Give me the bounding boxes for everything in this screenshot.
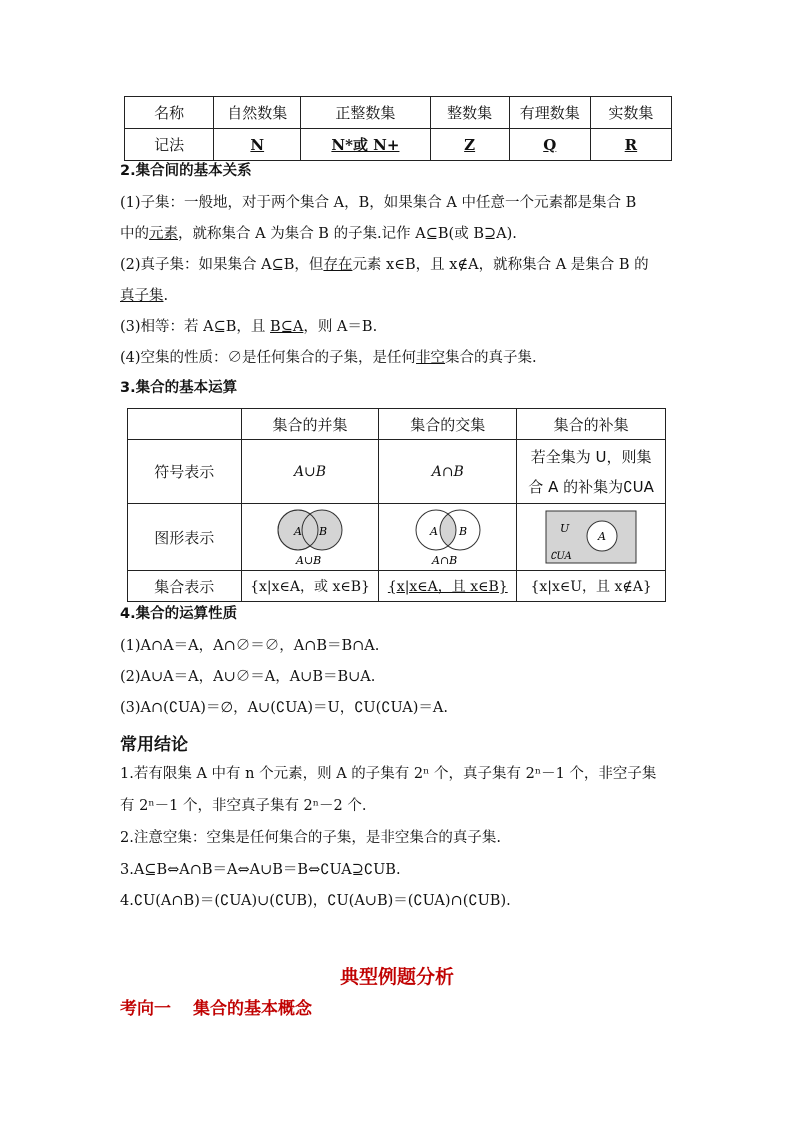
topic-text: 集合的基本概念 (193, 999, 312, 1019)
table-cell: N*或 N+ (301, 129, 430, 161)
table-cell: 集合的补集 (517, 409, 666, 440)
formula: A∩B (431, 463, 464, 480)
section-title: 3.集合的基本运算 (120, 380, 238, 396)
paragraph-line (120, 348, 537, 368)
venn-caption: A∪B (296, 554, 322, 567)
paragraph-line: 2.注意空集：空集是任何集合的子集，是非空集合的真子集. (120, 830, 501, 846)
paragraph-line: 有 2ⁿ－1 个，非空真子集有 2ⁿ－2 个. (120, 798, 367, 814)
text: 集合的真子集. (445, 350, 537, 366)
table-cell (241, 504, 379, 571)
paragraph-line (120, 224, 517, 244)
table-cell: R (590, 129, 671, 161)
underlined-answer: B⊆A (270, 319, 304, 335)
text: 元素 x∈B，且 x∉A，就称集合 A 是集合 B 的 (352, 257, 649, 273)
table-cell: {x|x∈A，且 x∈B} (379, 571, 517, 602)
table-cell (128, 409, 242, 440)
chapter-heading: 典型例题分析 (339, 966, 454, 988)
table-row (128, 504, 666, 571)
venn-label-b: B (319, 525, 328, 538)
table-cell: 自然数集 (214, 97, 301, 129)
table-cell: 图形表示 (128, 504, 242, 571)
table-cell: N (214, 129, 301, 161)
text: (3)相等：若 A⊆B，且 (120, 319, 271, 335)
table-cell (379, 440, 517, 504)
table-cell: Z (430, 129, 509, 161)
table-cell: {x|x∈U，且 x∉A} (517, 571, 666, 602)
table-cell: 正整数集 (301, 97, 430, 129)
table-cell: 整数集 (430, 97, 509, 129)
venn-label-a: A (294, 525, 302, 538)
table-cell (379, 504, 517, 571)
venn-label-a: A (429, 525, 438, 538)
venn-label-a: A (598, 530, 607, 543)
formula: A∪B (293, 463, 327, 480)
formula-line: (1)A∩A＝A，A∩∅＝∅，A∩B＝B∩A. (120, 638, 380, 654)
table-cell (241, 440, 379, 504)
underlined-answer: 真子集 (120, 288, 164, 304)
table-header-row (128, 409, 666, 440)
venn-label-u: U (560, 522, 570, 535)
venn-label-b: B (458, 525, 467, 538)
table-cell: 实数集 (590, 97, 671, 129)
underlined-answer: 元素 (149, 226, 178, 242)
text: (2)真子集：如果集合 A⊆B，但 (120, 257, 324, 273)
section-title: 4.集合的运算性质 (120, 606, 238, 622)
paragraph-line: 1.若有限集 A 中有 n 个元素，则 A 的子集有 2ⁿ 个，真子集有 2ⁿ－1 个，非空子集 (120, 766, 657, 782)
paragraph-line: (1)子集：一般地，对于两个集合 A，B，如果集合 A 中任意一个元素都是集合 B (120, 195, 637, 211)
complement-venn-diagram (544, 509, 638, 565)
table-cell: 名称 (125, 97, 214, 129)
table-cell (517, 440, 666, 504)
paragraph-line (120, 286, 168, 306)
paragraph-line (120, 317, 377, 337)
union-venn-diagram (270, 507, 350, 567)
paragraph-line (120, 255, 649, 275)
intersection-venn-diagram (408, 507, 488, 567)
topic-label: 考向一 (120, 999, 171, 1019)
section-title: 常用结论 (120, 735, 188, 755)
topic-heading (120, 994, 334, 1019)
table-cell: Q (509, 129, 590, 161)
text: 中的 (120, 226, 149, 242)
cell-line: 合 A 的补集为∁UA (528, 477, 654, 496)
table-cell: 有理数集 (509, 97, 590, 129)
text: ，就称集合 A 为集合 B 的子集.记作 A⊆B(或 B⊇A). (178, 226, 517, 242)
number-sets-table (124, 96, 672, 161)
table-cell (517, 504, 666, 571)
paragraph-line: 4.∁U(A∩B)＝(∁UA)∪(∁UB)，∁U(A∪B)＝(∁UA)∩(∁UB). (120, 893, 511, 909)
table-cell: 集合表示 (128, 571, 242, 602)
table-row (128, 571, 666, 602)
text: ，则 A＝B. (303, 319, 378, 335)
table-cell: 符号表示 (128, 440, 242, 504)
venn-caption: A∩B (431, 554, 458, 567)
cell-line: 若全集为 U，则集 (530, 447, 652, 466)
text: . (163, 288, 169, 304)
section-title: 2.集合间的基本关系 (120, 163, 252, 179)
text: (4)空集的性质：∅是任何集合的子集，是任何 (120, 350, 417, 366)
table-cell: {x|x∈A，或 x∈B} (241, 571, 379, 602)
set-operations-table (127, 408, 666, 602)
underlined-answer: 非空 (416, 350, 446, 366)
table-row (125, 129, 672, 161)
table-row (128, 440, 666, 504)
table-cell: 记法 (125, 129, 214, 161)
table-cell: 集合的并集 (241, 409, 379, 440)
venn-caption: ∁UA (550, 551, 572, 562)
formula-line: (2)A∪A＝A，A∪∅＝A，A∪B＝B∪A. (120, 669, 376, 685)
underlined-answer: 存在 (323, 257, 353, 273)
formula-line: (3)A∩(∁UA)＝∅，A∪(∁UA)＝U，∁U(∁UA)＝A. (120, 700, 449, 716)
table-header-row (125, 97, 672, 129)
paragraph-line: 3.A⊆B⇔A∩B＝A⇔A∪B＝B⇔∁UA⊇∁UB. (120, 862, 401, 878)
table-cell: 集合的交集 (379, 409, 517, 440)
